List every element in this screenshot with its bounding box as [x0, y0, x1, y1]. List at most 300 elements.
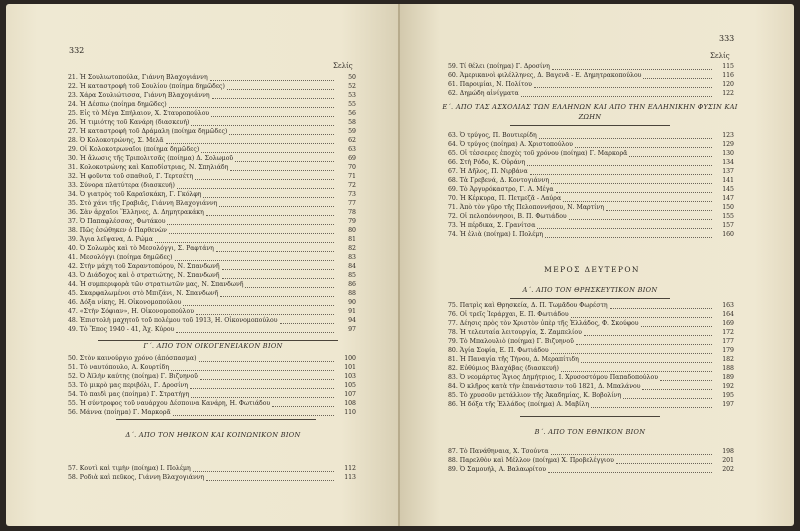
entry-title: 47. «Στὴν Σόφιαν», Η. Οἰκονομοπούλου [68, 308, 194, 315]
entry-page-number: 53 [348, 92, 356, 99]
toc-entry [448, 71, 734, 80]
entry-title: 21. Ἡ Σουλιωτοπούλα, Γιάννη Βλαχογιάννη [68, 74, 208, 81]
column-header: Σελίς [710, 52, 730, 60]
entry-title: 22. Ἡ καταστροφὴ τοῦ Σουλίου (ποίημα δημῶδες) [68, 83, 225, 90]
toc-entry [68, 181, 356, 190]
entry-page-number: 198 [722, 448, 734, 455]
entry-title: 87. Τὸ Πανάθηναια, Χ. Τσούντα [448, 448, 549, 455]
leader-dots [169, 226, 334, 234]
entry-page-number: 86 [348, 281, 356, 288]
entry-title: 84. Ὁ κλῆρος κατὰ τὴν ἐπανάστασιν τοῦ 1821, Δ. Μπαλάνου [448, 383, 641, 390]
entry-title: 72. Οἱ πελοπόννησοι, Β. Π. Φωτιάδου [448, 213, 567, 220]
toc-entry [68, 280, 356, 289]
left-page [6, 4, 400, 526]
entry-page-number: 172 [722, 329, 734, 336]
toc-entry [68, 118, 356, 127]
entry-page-number: 155 [722, 213, 734, 220]
toc-entry [448, 140, 734, 149]
entry-title: 68. Τὰ Γρεβενά, Δ. Κοντογιάννη [448, 177, 550, 184]
toc-entry [68, 109, 356, 118]
leader-dots [521, 89, 712, 97]
entry-title: 78. Ἡ τελευταία λειτουργία, Σ. Ζαμπελίου [448, 329, 582, 336]
leader-dots [175, 253, 334, 261]
leader-dots [556, 185, 712, 193]
toc-entry [448, 212, 734, 221]
right-page [400, 4, 794, 526]
entry-list [68, 354, 356, 417]
toc-entry [448, 89, 734, 98]
toc-entry [68, 399, 356, 408]
leader-dots [230, 163, 334, 171]
toc-entry [68, 190, 356, 199]
entry-title: 82. Εὐθύμιος Βλαχάβας (διασκευή) [448, 365, 559, 372]
leader-dots [527, 158, 712, 166]
entry-page-number: 101 [344, 364, 356, 371]
entry-title: 45. Σκαρφαλωμένοι στὸ Μπιζάνι, Ν. Σπανδωνῆ [68, 290, 219, 297]
entry-page-number: 163 [722, 302, 734, 309]
leader-dots [571, 310, 712, 318]
leader-dots [569, 212, 712, 220]
entry-page-number: 71 [348, 173, 356, 180]
leader-dots [201, 145, 334, 153]
toc-entry [448, 465, 734, 474]
section-heading: Δ΄. ΑΠΟ ΤΟΝ ΗΘΙΚΟΝ ΚΑΙ ΚΟΙΝΩΝΙΚΟΝ ΒΙΟΝ [125, 431, 301, 439]
toc-entry [68, 307, 356, 316]
entry-title: 42. Στὴν μάχη τοῦ Σαραντοπόρου, Ν. Σπανδωνῆ [68, 263, 220, 270]
entry-page-number: 177 [722, 338, 734, 345]
toc-entry [448, 80, 734, 89]
entry-title: 73. Ἡ πέρδικα, Σ. Γρανίτσα [448, 222, 536, 229]
leader-dots [222, 262, 334, 270]
entry-title: 69. Τὸ Ἀργυρόκαστρο, Γ. Α. Μέγα [448, 186, 554, 193]
leader-dots [534, 80, 712, 88]
entry-page-number: 97 [348, 326, 356, 333]
entry-title: 48. Ἐπιστολὴ μαχητοῦ τοῦ πολέμου τοῦ 1913, Η. Οἰκονομοπούλου [68, 317, 278, 324]
entry-title: 66. Στὴ Ρόδο, Κ. Οὐράνη [448, 159, 526, 166]
leader-dots [563, 194, 712, 202]
leader-dots [195, 172, 334, 180]
toc-entry [448, 355, 734, 364]
leader-dots [210, 73, 334, 81]
entry-page-number: 179 [722, 347, 734, 354]
entry-title: 81. Ἡ Παναγία τῆς Τήνου, Δ. Μεραπίτιδη [448, 356, 579, 363]
leader-dots [616, 456, 712, 464]
entry-page-number: 157 [722, 222, 734, 229]
entry-page-number: 108 [344, 400, 356, 407]
entry-page-number: 94 [348, 317, 356, 324]
leader-dots [623, 391, 712, 399]
toc-entry [68, 82, 356, 91]
entry-page-number: 73 [348, 191, 356, 198]
leader-dots [206, 473, 334, 481]
leader-dots [222, 271, 334, 279]
entry-title: 46. Δόξα νίκης, Η. Οἰκονομοπούλου [68, 299, 182, 306]
entry-title: 75. Πατρὶς καὶ Θρησκεία, Δ. Π. Τωμᾶδου Φωρέστη [448, 302, 608, 309]
toc-entry [68, 473, 356, 482]
toc-entry [448, 167, 734, 176]
entry-title: 61. Παροιμίαι, Ν. Πολίτου [448, 81, 532, 88]
section-heading: Γ΄. ΑΠΟ ΤΟΝ ΟΙΚΟΓΕΝΕΙΑΚΟΝ ΒΙΟΝ [143, 342, 283, 350]
entry-page-number: 79 [348, 218, 356, 225]
toc-entry [68, 408, 356, 417]
entry-title: 59. Τί θέλει (ποίημα) Γ. Δροσίνη [448, 63, 550, 70]
toc-entry [448, 364, 734, 373]
toc-entry [68, 172, 356, 181]
entry-title: 32. Ἡ φοῦντα τοῦ σπαθιοῦ, Γ. Τερτσέτη [68, 173, 194, 180]
entry-page-number: 202 [722, 466, 734, 473]
section-heading: Α΄. ΑΠΟ ΤΟΝ ΘΡΗΣΚΕΥΤΙΚΟΝ ΒΙΟΝ [522, 286, 658, 294]
leader-dots [171, 363, 334, 371]
leader-dots [548, 465, 712, 473]
leader-dots [216, 244, 334, 252]
entry-page-number: 141 [722, 177, 734, 184]
entry-title: 89. Ὁ Σαμουήλ, Α. Βαλαωρίτου [448, 466, 546, 473]
leader-dots [211, 109, 334, 117]
leader-dots [191, 118, 334, 126]
divider [520, 416, 660, 417]
entry-title: 35. Στὸ χάνι τῆς Γραβιᾶς, Γιάννη Βλαχογιάννη [68, 200, 218, 207]
leader-dots [245, 280, 334, 288]
leader-dots [227, 82, 334, 90]
toc-entry [448, 337, 734, 346]
leader-dots [166, 136, 334, 144]
leader-dots [643, 71, 712, 79]
entry-page-number: 84 [348, 263, 356, 270]
entry-title: 64. Ὁ τρύγος (ποίημα) Α. Χριστοπούλου [448, 141, 573, 148]
entry-title: 83. Ὁ νεομάρτυς Ἅγιος Δημήτριος, Ι. Χρυσοστόμου Παπαδοπούλου [448, 374, 658, 381]
entry-page-number: 63 [348, 146, 356, 153]
toc-entry [68, 136, 356, 145]
entry-page-number: 122 [722, 90, 734, 97]
toc-entry [448, 131, 734, 140]
entry-title: 88. Παρελθὸν καὶ Μέλλον (ποίημα) Χ. Προβελέγγιου [448, 457, 614, 464]
entry-title: 52. Ὁ Ἀϊλὴν καύτης (ποίημα) Γ. Βιζυηνοῦ [68, 373, 198, 380]
toc-entry [448, 185, 734, 194]
entry-list [68, 73, 356, 334]
leader-dots [539, 131, 712, 139]
toc-entry [448, 158, 734, 167]
entry-title: 39. Ἄγια λεῖψανα, Δ. Ρώμα [68, 236, 153, 243]
leader-dots [190, 381, 334, 389]
entry-title: 74. Ἡ ἐλιὰ (ποίημα) Ι. Πολέμη [448, 231, 543, 238]
entry-title: 43. Ὁ Διάδοχος καὶ ὁ στρατιώτης, Ν. Σπανδωνῆ [68, 272, 220, 279]
entry-page-number: 134 [722, 159, 734, 166]
entry-title: 76. Οἱ τρεῖς Ἱεράρχαι, Ε. Π. Φωτιάδου [448, 311, 569, 318]
divider [510, 125, 670, 126]
toc-entry [448, 230, 734, 239]
toc-entry [68, 91, 356, 100]
leader-dots [552, 62, 712, 70]
toc-entry [68, 464, 356, 473]
entry-title: 86. Ἡ δόξα τῆς Ἑλλάδος (ποίημα) Α. Μαβίλη [448, 401, 590, 408]
entry-title: 49. Τὸ Ἔπος 1940 - 41, Ἀχ. Κύρου [68, 326, 175, 333]
leader-dots [642, 382, 712, 390]
entry-page-number: 116 [722, 72, 734, 79]
leader-dots [280, 316, 334, 324]
entry-page-number: 147 [722, 195, 734, 202]
leader-dots [177, 181, 334, 189]
leader-dots [235, 154, 334, 162]
leader-dots [530, 167, 712, 175]
entry-page-number: 189 [722, 374, 734, 381]
entry-page-number: 130 [722, 150, 734, 157]
entry-title: 29. Οἱ Κολοκοτρωναῖοι (ποίημα δημῶδες) [68, 146, 200, 153]
leader-dots [183, 298, 334, 306]
toc-entry [448, 62, 734, 71]
entry-page-number: 110 [344, 409, 356, 416]
entry-page-number: 129 [722, 141, 734, 148]
toc-entry [68, 372, 356, 381]
entry-page-number: 55 [348, 101, 356, 108]
entry-list [68, 464, 356, 482]
toc-entry [68, 199, 356, 208]
entry-title: 77. Δέησις πρὸς τὸν Χριστὸν ὑπὲρ τῆς Ἑλλάδος, Φ. Σκούφου [448, 320, 639, 327]
entry-page-number: 78 [348, 209, 356, 216]
entry-title: 44. Ἡ συμπεριφορὰ τῶν στρατιωτῶν μας, Ν. Σπανδωνῆ [68, 281, 244, 288]
entry-list [448, 301, 734, 409]
leader-dots [272, 399, 334, 407]
toc-entry [448, 373, 734, 382]
entry-title: 62. Δημώδη αἰνίγματα [448, 90, 519, 97]
leader-dots [660, 373, 712, 381]
entry-page-number: 105 [344, 382, 356, 389]
entry-page-number: 62 [348, 137, 356, 144]
leader-dots [219, 199, 334, 207]
entry-page-number: 123 [722, 132, 734, 139]
entry-title: 31. Κολοκοτρώνης καὶ Καποδίστριας, Ν. Σπηλιάδη [68, 164, 229, 171]
entry-page-number: 59 [348, 128, 356, 135]
toc-entry [448, 447, 734, 456]
entry-title: 56. Μάννα (ποίημα) Γ. Μαρκορᾶ [68, 409, 171, 416]
entry-title: 37. Ὁ Παπαφλέσσας, Φωτάκου [68, 218, 166, 225]
toc-entry [448, 346, 734, 355]
toc-entry [448, 221, 734, 230]
column-header: Σελίς [333, 62, 353, 70]
entry-title: 70. Ἡ Κέρκυρα, Π. Πετμεζᾶ - Λαύρα [448, 195, 562, 202]
leader-dots [196, 307, 334, 315]
entry-title: 85. Τὸ χρυσοῦν μετάλλιον τῆς Ἀκαδημίας, Κ. Βοβολίνη [448, 392, 622, 399]
leader-dots [576, 337, 712, 345]
leader-dots [610, 301, 712, 309]
entry-page-number: 195 [722, 392, 734, 399]
entry-title: 23. Χάρα Σουλιώτισσα, Γιάννη Βλαχογιάννη [68, 92, 210, 99]
toc-entry [448, 301, 734, 310]
entry-page-number: 72 [348, 182, 356, 189]
toc-entry [68, 325, 356, 334]
toc-entry [68, 154, 356, 163]
entry-page-number: 107 [344, 391, 356, 398]
entry-page-number: 115 [722, 63, 734, 70]
toc-entry [68, 262, 356, 271]
leader-dots [641, 319, 712, 327]
toc-entry [68, 316, 356, 325]
entry-page-number: 160 [722, 231, 734, 238]
entry-page-number: 103 [344, 373, 356, 380]
part-title: ΜΕΡΟΣ ΔΕΥΤΕΡΟΝ [544, 265, 640, 274]
leader-dots [191, 390, 334, 398]
open-book [6, 4, 794, 526]
entry-title: 28. Ὁ Κολοκοτρώνης, Σ. Μελᾶ [68, 137, 164, 144]
entry-title: 57. Κουτὶ καὶ τιμὴν (ποίημα) Ι. Πολέμη [68, 465, 191, 472]
leader-dots [551, 346, 712, 354]
toc-entry [68, 100, 356, 109]
entry-title: 34. Ὁ γιατρὸς τοῦ Καραϊσκάκη, Γ. Γκόλφη [68, 191, 202, 198]
toc-entry [68, 390, 356, 399]
entry-list [448, 131, 734, 239]
toc-entry [448, 400, 734, 409]
entry-page-number: 90 [348, 299, 356, 306]
divider [510, 298, 670, 299]
section-heading: Β΄. ΑΠΟ ΤΟΝ ΕΘΝΙΚΟΝ ΒΙΟΝ [534, 428, 646, 436]
toc-entry [68, 253, 356, 262]
entry-page-number: 201 [722, 457, 734, 464]
toc-entry [68, 208, 356, 217]
entry-page-number: 112 [344, 465, 356, 472]
leader-dots [584, 328, 712, 336]
toc-entry [68, 363, 356, 372]
entry-title: 30. Ἡ ἅλωσις τῆς Τριπολιτσᾶς (ποίημα) Δ. Σολωμοῦ [68, 155, 234, 162]
entry-title: 27. Ἡ καταστροφὴ τοῦ Δράμαλη (ποίημα δημῶδες) [68, 128, 228, 135]
entry-title: 55. Ἡ σύντροφος τοῦ ναυάρχου Δέσποινα Κανάρη, Η. Φωτιάδου [68, 400, 271, 407]
leader-dots [193, 464, 334, 472]
entry-page-number: 77 [348, 200, 356, 207]
entry-page-number: 120 [722, 81, 734, 88]
entry-page-number: 70 [348, 164, 356, 171]
entry-page-number: 50 [348, 74, 356, 81]
entry-page-number: 85 [348, 272, 356, 279]
entry-title: 67. Ἡ Δῆλος, Π. Νιρβάνα [448, 168, 528, 175]
entry-title: 71. Ἀπὸ τὸν γῦρο τῆς Πελοποννήσου, Ν. Μαρτίνη [448, 204, 604, 211]
toc-entry [68, 217, 356, 226]
toc-entry [448, 203, 734, 212]
entry-title: 38. Πῶς ἐσώθηκεν ὁ Παρθενὼν [68, 227, 167, 234]
toc-entry [68, 298, 356, 307]
leader-dots [200, 372, 334, 380]
entry-page-number: 188 [722, 365, 734, 372]
entry-title: 60. Ἀμερικανοὶ φιλέλληνες, Δ. Βαγενᾶ - Ε. Δημητρακοπούλου [448, 72, 642, 79]
entry-page-number: 83 [348, 254, 356, 261]
toc-entry [68, 235, 356, 244]
toc-entry [448, 382, 734, 391]
entry-title: 79. Τὸ Μπαλουλιὸ (ποίημα) Γ. Βιζυηνοῦ [448, 338, 574, 345]
entry-title: 65. Οἱ τέσσερες ἐποχὲς τοῦ χρόνου (ποίημα) Γ. Μαρκορᾶ [448, 150, 628, 157]
entry-page-number: 169 [722, 320, 734, 327]
leader-dots [551, 176, 712, 184]
entry-page-number: 58 [348, 119, 356, 126]
toc-entry [68, 145, 356, 154]
entry-title: 40. Ὁ Σολωμὸς καὶ τὸ Μεσολόγγι, Σ. Ραφτάνη [68, 245, 214, 252]
leader-dots [581, 355, 712, 363]
entry-title: 51. Τὸ ναυτόπουλο, Α. Κουρτίδη [68, 364, 170, 371]
entry-title: 63. Ὁ τρύγος, Π. Βουτιερίδη [448, 132, 537, 139]
divider [98, 340, 338, 341]
entry-title: 26. Ἡ τιμιότης τοῦ Κανάρη (διασκευή) [68, 119, 190, 126]
entry-page-number: 52 [348, 83, 356, 90]
leader-dots [591, 400, 712, 408]
entry-title: 24. Ἡ Δέσπω (ποίημα δημῶδες) [68, 101, 167, 108]
leader-dots [629, 149, 712, 157]
entry-title: 36. Σὰν ἀρχαῖοι Ἕλληνες, Δ. Δημητρακάκη [68, 209, 204, 216]
leader-dots [212, 91, 334, 99]
toc-entry [68, 354, 356, 363]
entry-title: 53. Τὸ μικρὸ μας περιβόλι, Γ. Δροσίνη [68, 382, 188, 389]
leader-dots [561, 364, 712, 372]
leader-dots [537, 221, 712, 229]
leader-dots [155, 235, 334, 243]
entry-page-number: 164 [722, 311, 734, 318]
toc-entry [68, 244, 356, 253]
toc-entry [448, 194, 734, 203]
entry-page-number: 81 [348, 236, 356, 243]
entry-list [448, 447, 734, 474]
entry-page-number: 192 [722, 383, 734, 390]
leader-dots [167, 217, 334, 225]
toc-entry [448, 328, 734, 337]
entry-page-number: 69 [348, 155, 356, 162]
leader-dots [176, 325, 334, 333]
toc-entry [448, 149, 734, 158]
leader-dots [220, 289, 334, 297]
entry-page-number: 80 [348, 227, 356, 234]
entry-page-number: 56 [348, 110, 356, 117]
toc-entry [68, 163, 356, 172]
toc-entry [448, 391, 734, 400]
toc-entry [448, 176, 734, 185]
toc-entry [448, 319, 734, 328]
leader-dots [575, 140, 712, 148]
entry-page-number: 197 [722, 401, 734, 408]
entry-page-number: 82 [348, 245, 356, 252]
divider [116, 419, 316, 420]
leader-dots [199, 354, 334, 362]
toc-entry [68, 226, 356, 235]
entry-list [448, 62, 734, 98]
entry-title: 25. Εἰς τὸ Μέγα Σπήλαιον, Χ. Σταυροπούλου [68, 110, 210, 117]
entry-title: 41. Μεσολόγγι (ποίημα δημῶδες) [68, 254, 173, 261]
entry-page-number: 88 [348, 290, 356, 297]
toc-entry [68, 289, 356, 298]
entry-page-number: 150 [722, 204, 734, 211]
page-number: 332 [69, 46, 85, 55]
leader-dots [229, 127, 334, 135]
toc-entry [448, 310, 734, 319]
entry-page-number: 145 [722, 186, 734, 193]
toc-entry [68, 271, 356, 280]
leader-dots [203, 190, 334, 198]
leader-dots [169, 100, 334, 108]
leader-dots [606, 203, 712, 211]
entry-page-number: 91 [348, 308, 356, 315]
leader-dots [545, 230, 712, 238]
page-number: 333 [719, 34, 735, 43]
toc-entry [68, 381, 356, 390]
leader-dots [551, 447, 712, 455]
entry-title: 80. Ἁγία Σοφία, Ε. Π. Φωτιάδου [448, 347, 549, 354]
entry-title: 58. Ροδιὰ καὶ πεῦκος, Γιάννη Βλαχογιάννη [68, 474, 205, 481]
toc-entry [68, 73, 356, 82]
entry-page-number: 113 [344, 474, 356, 481]
leader-dots [206, 208, 334, 216]
section-heading: Ε΄. ΑΠΟ ΤΑΣ ΑΣΧΟΛΙΑΣ ΤΩΝ ΕΛΛΗΝΩΝ ΚΑΙ ΑΠΟ ΤΗΝ ΕΛΛΗΝΙΚΗΝ ΦΥΣΙΝ ΚΑΙ ΖΩΗΝ [442, 103, 738, 121]
entry-title: 50. Στὸν καινούργιο χρόνο (ἀπόσπασμα) [68, 355, 197, 362]
entry-title: 33. Σύνορα πλατύτερα (διασκευή) [68, 182, 175, 189]
entry-page-number: 100 [344, 355, 356, 362]
toc-entry [448, 456, 734, 465]
entry-page-number: 137 [722, 168, 734, 175]
entry-title: 54. Τὸ παιδὶ μας (ποίημα) Γ. Στρατήγη [68, 391, 190, 398]
leader-dots [173, 408, 334, 416]
entry-page-number: 182 [722, 356, 734, 363]
